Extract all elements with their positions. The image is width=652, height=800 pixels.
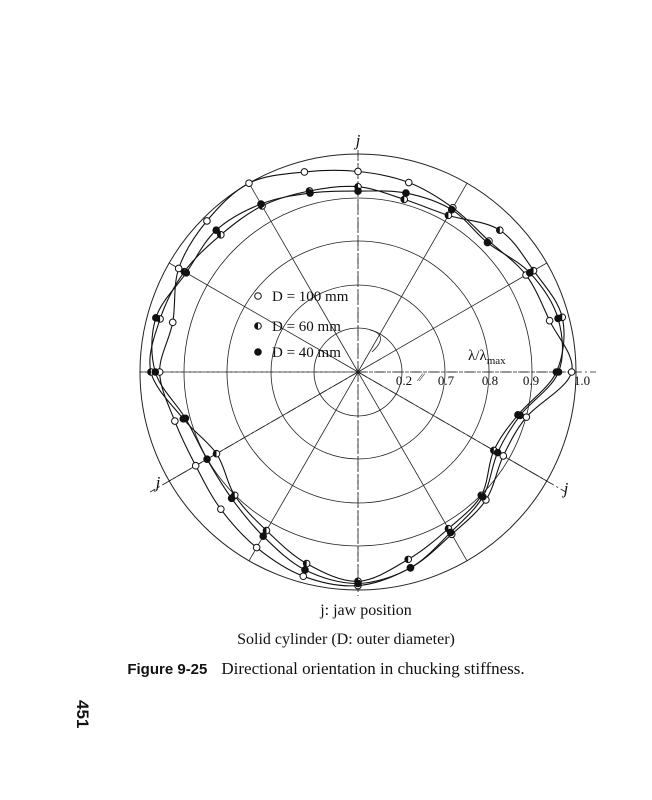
filled-marker	[555, 315, 562, 322]
jaw-label: j	[563, 479, 569, 498]
legend-entry	[255, 289, 349, 305]
axis-labels	[154, 131, 590, 498]
legend-entry	[255, 345, 342, 361]
figure-title: Directional orientation in chucking stiffness.	[221, 659, 525, 678]
legend-label: D = 100 mm	[272, 289, 349, 305]
radial-axis-label: $\lambda/\lambda_{max}$	[468, 348, 506, 367]
filled-marker	[255, 349, 262, 356]
filled-marker	[407, 565, 414, 572]
jaw-label: j	[355, 131, 361, 150]
data-point	[496, 227, 503, 234]
data-point	[255, 293, 262, 300]
filled-marker	[228, 495, 235, 502]
series-half	[148, 183, 566, 584]
series-layer	[148, 168, 575, 589]
legend-entry	[255, 319, 342, 335]
data-point	[246, 180, 253, 187]
filled-marker	[484, 239, 491, 246]
filled-marker	[448, 206, 455, 213]
data-point	[555, 315, 562, 322]
data-point	[303, 560, 310, 567]
solid-cylinder-caption	[20, 631, 652, 649]
data-point	[213, 227, 220, 234]
data-point	[447, 529, 454, 536]
filled-marker	[480, 494, 487, 501]
radial-tick-label: 0.8	[481, 373, 499, 388]
data-point	[260, 533, 267, 540]
series-filled	[152, 188, 563, 587]
grid-spoke	[249, 183, 358, 372]
data-point	[523, 414, 530, 421]
radial-tick-label: 0.9	[522, 373, 540, 388]
data-point	[258, 201, 265, 208]
radial-tick-label: 1.0	[573, 373, 591, 388]
data-point	[355, 188, 362, 195]
open-marker	[255, 293, 262, 300]
data-point	[307, 190, 314, 197]
legend-label: D = 40 mm	[272, 345, 341, 361]
open-marker	[253, 544, 260, 551]
data-point	[546, 317, 553, 324]
data-point	[526, 270, 533, 277]
filled-marker	[302, 567, 309, 574]
series-line	[150, 186, 564, 581]
data-point	[228, 495, 235, 502]
data-point	[182, 415, 189, 422]
open-marker	[172, 418, 179, 425]
data-point	[403, 190, 410, 197]
data-point	[484, 239, 491, 246]
data-point	[192, 462, 199, 469]
data-point	[405, 556, 412, 563]
data-point	[153, 315, 160, 322]
data-point	[555, 369, 562, 376]
data-point	[218, 506, 225, 513]
filled-marker	[153, 315, 160, 322]
open-marker	[246, 180, 253, 187]
data-point	[401, 196, 408, 203]
data-point	[204, 218, 211, 225]
filled-marker	[213, 227, 220, 234]
data-point	[253, 544, 260, 551]
data-point	[204, 456, 211, 463]
open-marker	[300, 573, 307, 580]
open-marker	[301, 169, 308, 176]
data-point	[152, 369, 159, 376]
solid-cylinder-caption-text: Solid cylinder (D: outer diameter)	[237, 631, 455, 648]
open-marker	[192, 462, 199, 469]
data-point	[517, 412, 524, 419]
data-point	[255, 349, 262, 356]
filled-marker	[555, 369, 562, 376]
filled-marker	[307, 190, 314, 197]
filled-marker	[517, 412, 524, 419]
open-marker	[405, 179, 412, 186]
data-point	[448, 206, 455, 213]
page-number: 451	[73, 700, 92, 729]
radial-tick-label: 0.7	[437, 373, 455, 388]
data-point	[213, 450, 220, 457]
open-marker	[218, 506, 225, 513]
data-point	[407, 565, 414, 572]
filled-marker	[258, 201, 265, 208]
filled-marker	[447, 529, 454, 536]
data-point	[301, 169, 308, 176]
data-point	[355, 580, 362, 587]
open-marker	[204, 218, 211, 225]
legend-label: D = 60 mm	[272, 319, 341, 335]
figure-caption	[0, 659, 652, 679]
data-point	[355, 168, 362, 175]
data-point	[172, 418, 179, 425]
legend	[255, 289, 349, 361]
filled-marker	[260, 533, 267, 540]
filled-marker	[403, 190, 410, 197]
jaw-caption-text: j: jaw position	[320, 602, 412, 619]
grid-spoke	[358, 263, 547, 372]
data-point	[300, 573, 307, 580]
filled-marker	[526, 270, 533, 277]
jaw-label: j	[155, 473, 161, 492]
open-marker	[523, 414, 530, 421]
figure-number: Figure 9-25	[127, 661, 208, 678]
filled-marker	[494, 449, 501, 456]
data-point	[183, 270, 190, 277]
data-point	[494, 449, 501, 456]
open-marker	[546, 317, 553, 324]
series-line	[152, 191, 563, 584]
data-point	[480, 494, 487, 501]
open-marker	[169, 319, 176, 326]
data-point	[169, 319, 176, 326]
data-point	[405, 179, 412, 186]
filled-marker	[183, 270, 190, 277]
filled-marker	[355, 188, 362, 195]
filled-marker	[355, 580, 362, 587]
data-point	[255, 323, 262, 330]
filled-marker	[152, 369, 159, 376]
filled-marker	[182, 415, 189, 422]
axis-break-mark: ⁄⁄	[418, 370, 424, 384]
data-point	[302, 567, 309, 574]
radial-tick-label: 0.2	[395, 373, 413, 388]
open-marker	[355, 168, 362, 175]
filled-marker	[204, 456, 211, 463]
jaw-caption	[40, 602, 652, 620]
